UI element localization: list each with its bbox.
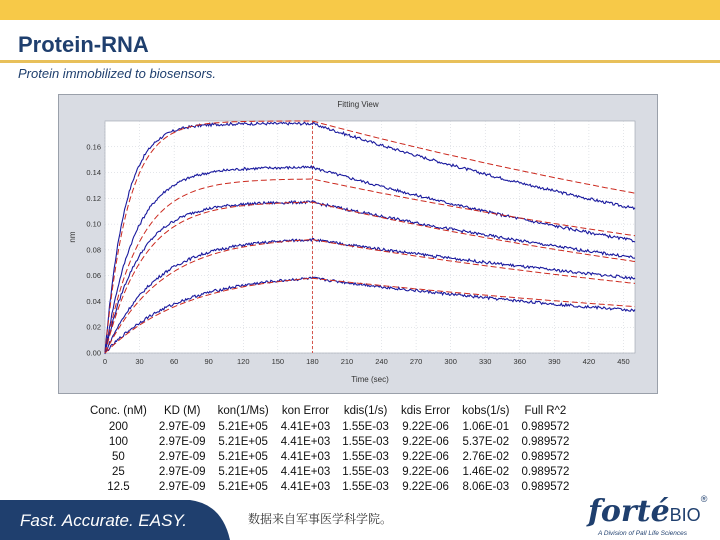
cell-kdis-error: 9.22E-06 [402,480,449,493]
cell-kon-error: 4.41E+03 [280,420,331,433]
x-tick-label: 0 [102,357,108,366]
cell-kdis: 1.55E-03 [342,450,389,463]
cell-kdis: 1.55E-03 [342,435,389,448]
y-tick-label: 0.02 [86,322,101,332]
cell-kon-error: 4.41E+03 [280,435,331,448]
cell-kobs: 1.46E-02 [462,465,510,478]
cell-conc: 100 [108,435,129,448]
logo-registered-mark: ® [700,494,708,504]
y-tick-label: 0.04 [86,296,101,306]
cell-kon: 5.21E+05 [218,465,268,478]
y-tick-label: 0.12 [86,193,101,203]
x-tick-label: 210 [340,357,354,366]
x-tick-label: 150 [271,357,285,366]
x-axis-label: Time (sec) [351,375,389,384]
x-tick-label: 120 [237,357,250,366]
cell-r2: 0.989572 [521,450,570,463]
logo-main-text: forté [588,494,670,529]
y-tick-label: 0.10 [86,219,101,229]
cell-kobs: 5.37E-02 [462,435,510,448]
table-row [84,479,575,494]
cell-kdis: 1.55E-03 [342,480,389,493]
x-tick-label: 90 [204,357,213,366]
cell-kon-error: 4.41E+03 [280,480,331,493]
x-tick-label: 330 [478,357,492,366]
cell-kd: 2.97E-09 [158,465,206,478]
cell-kon-error: 4.41E+03 [280,465,331,478]
cell-kdis-error: 9.22E-06 [402,435,449,448]
logo-subtitle: A Division of Pall Life Sciences [598,530,687,537]
cell-kdis-error: 9.22E-06 [402,450,449,463]
cell-kd: 2.97E-09 [158,420,206,433]
x-tick-label: 360 [513,357,527,366]
header-kdis-error: kdis Error [400,404,451,417]
cell-kobs: 1.06E-01 [462,420,510,433]
x-tick-label: 420 [582,357,596,366]
cell-kdis: 1.55E-03 [342,420,389,433]
header-kdis: kdis(1/s) [343,404,388,417]
cell-kon: 5.21E+05 [218,420,268,433]
cell-r2: 0.989572 [521,420,570,433]
kinetics-table [84,402,575,494]
fitting-view-chart [59,95,657,393]
cell-kd: 2.97E-09 [158,480,206,493]
y-axis-label: nm [68,231,77,243]
header-kon: kon(1/Ms) [217,404,269,417]
cell-kobs: 8.06E-03 [462,480,510,493]
cell-kobs: 2.76E-02 [462,450,510,463]
cell-kon-error: 4.41E+03 [280,450,331,463]
cell-kon: 5.21E+05 [218,480,268,493]
header-kobs: kobs(1/s) [462,404,510,417]
title-divider [0,60,720,63]
cell-conc: 25 [112,465,125,478]
table-row [84,419,575,434]
slide-title: Protein-RNA [18,32,149,57]
chart-title: Fitting View [337,100,379,109]
x-tick-label: 450 [617,357,630,366]
tagline: Fast. Accurate. EASY. [20,511,187,530]
x-tick-label: 30 [135,357,144,366]
table-row [84,434,575,449]
y-tick-label: 0.14 [86,168,101,178]
plot-area [105,121,635,353]
header-r2: Full R^2 [524,404,567,417]
cell-conc: 200 [108,420,129,433]
y-tick-label: 0.08 [86,245,101,255]
header-kd: KD (M) [164,404,201,417]
cell-r2: 0.989572 [521,480,570,493]
table-row [84,449,575,464]
slide-subtitle: Protein immobilized to biosensors. [18,66,216,81]
cell-kdis-error: 9.22E-06 [402,420,449,433]
cell-kon: 5.21E+05 [218,435,268,448]
x-tick-label: 60 [169,357,179,366]
chart-frame [58,94,658,394]
cell-kd: 2.97E-09 [158,435,206,448]
x-tick-label: 270 [409,357,423,366]
y-tick-label: 0.06 [86,271,101,281]
x-tick-label: 180 [306,357,319,366]
cell-kdis-error: 9.22E-06 [402,465,449,478]
cell-kdis: 1.55E-03 [342,465,389,478]
cell-kon: 5.21E+05 [218,450,268,463]
header-kon-error: kon Error [281,404,330,417]
top-accent-bar [0,0,720,20]
cell-conc: 50 [112,450,125,463]
cell-r2: 0.989572 [521,435,570,448]
cell-kd: 2.97E-09 [158,450,206,463]
header-conc: Conc. (nM) [90,404,147,417]
table-header-row [84,402,575,419]
cell-r2: 0.989572 [521,465,570,478]
logo-bio-text: BIO [669,505,701,525]
cell-conc: 12.5 [107,480,130,493]
y-tick-label: 0.16 [86,142,101,152]
x-tick-label: 390 [548,357,561,366]
forte-bio-logo [588,494,707,529]
y-tick-label: 0.00 [86,348,101,358]
source-note: 数据来自军事医学科学院。 [248,512,393,526]
table-row [84,464,575,479]
x-tick-label: 240 [375,357,388,366]
x-tick-label: 300 [444,357,457,366]
